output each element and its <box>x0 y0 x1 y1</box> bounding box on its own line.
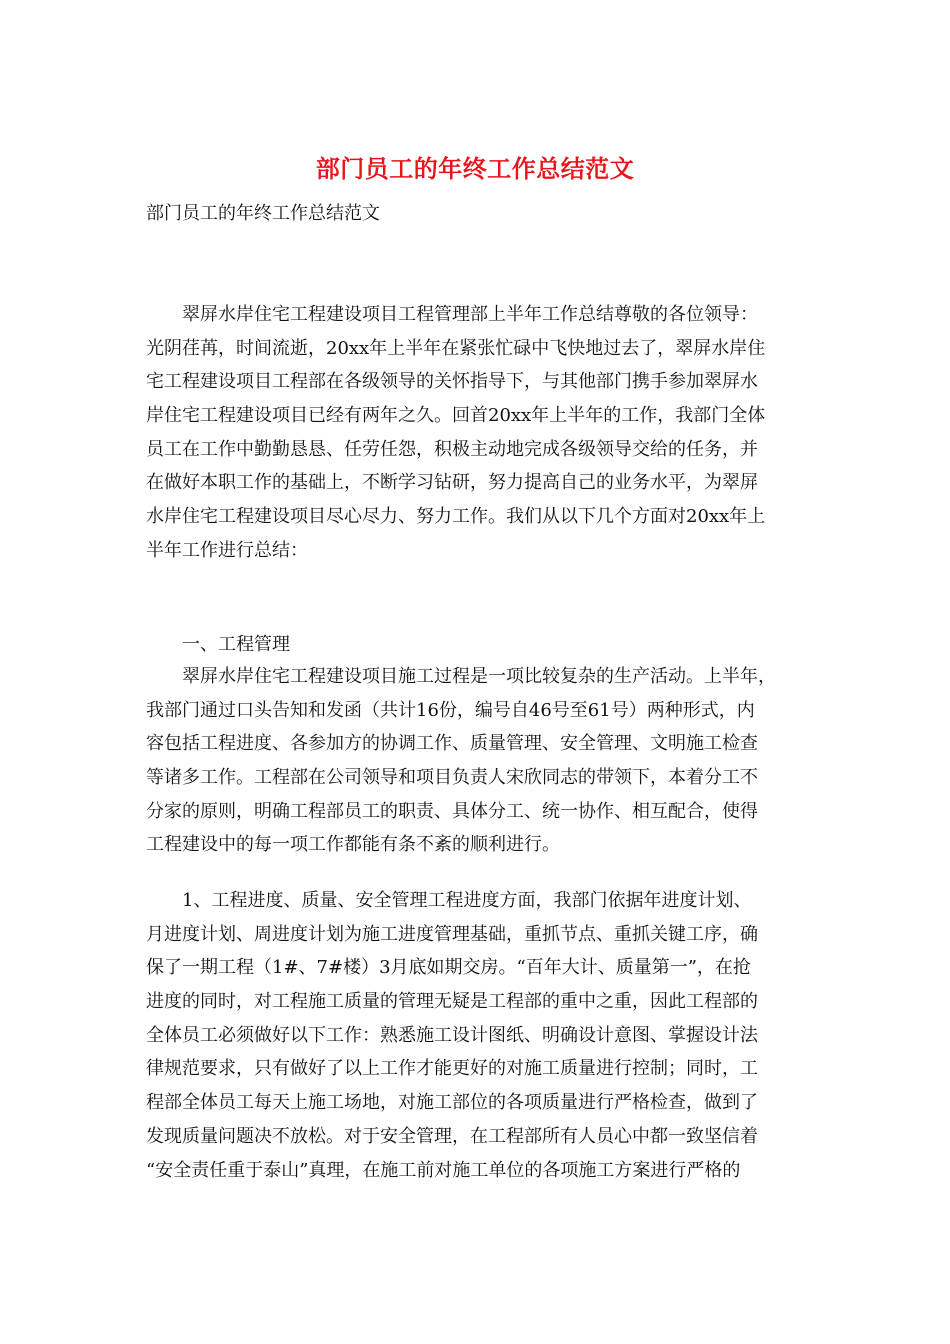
text-line: 容包括工程进度、各参加方的协调工作、质量管理、安全管理、文明施工检查 <box>146 733 758 755</box>
text-line: 在做好本职工作的基础上，不断学习钻研，努力提高自己的业务水平，为翠屏 <box>146 472 758 494</box>
text-line: 等诸多工作。工程部在公司领导和项目负责人宋欣同志的带领下，本着分工不 <box>146 767 758 789</box>
text-line: 律规范要求，只有做好了以上工作才能更好的对施工质量进行控制；同时，工 <box>146 1058 758 1080</box>
text-line: 分家的原则，明确工程部员工的职责、具体分工、统一协作、相互配合，使得 <box>146 800 758 822</box>
text-line: 进度的同时，对工程施工质量的管理无疑是工程部的重中之重，因此工程部的 <box>146 991 758 1013</box>
text-line: 1、工程进度、质量、安全管理工程进度方面，我部门依据年进度计划、 <box>146 890 752 911</box>
text-line: 水岸住宅工程建设项目尽心尽力、努力工作。我们从以下几个方面对20xx年上 <box>146 506 766 528</box>
intro-paragraph <box>146 298 816 568</box>
text-line: 宅工程建设项目工程部在各级领导的关怀指导下，与其他部门携手参加翠屏水 <box>146 371 758 393</box>
text-line: 员工在工作中勤勤恳恳、任劳任怨，积极主动地完成各级领导交给的任务，并 <box>146 438 758 460</box>
text-line: 翠屏水岸住宅工程建设项目施工过程是一项比较复杂的生产活动。上半年， <box>146 666 776 687</box>
text-line: 全体员工必须做好以下工作：熟悉施工设计图纸、明确设计意图、掌握设计法 <box>146 1024 758 1046</box>
section-heading <box>146 628 816 662</box>
section2-paragraph <box>146 884 816 1187</box>
text-line: 月进度计划、周进度计划为施工进度管理基础，重抓节点、重抓关键工序，确 <box>146 923 758 945</box>
document-subtitle: 部门员工的年终工作总结范文 <box>146 203 380 224</box>
document-title: 部门员工的年终工作总结范文 <box>315 154 635 183</box>
text-line: 岸住宅工程建设项目已经有两年之久。回首20xx年上半年的工作，我部门全体 <box>146 405 766 427</box>
text-line: 翠屏水岸住宅工程建设项目工程管理部上半年工作总结尊敬的各位领导： <box>146 304 758 325</box>
text-line: 我部门通过口头告知和发函（共计16份，编号自46号至61号）两种形式，内 <box>146 699 755 721</box>
text-line: 保了一期工程（1#、7#楼）3月底如期交房。“百年大计、质量第一”，在抢 <box>146 957 751 979</box>
text-line: 工程建设中的每一项工作都能有条不紊的顺利进行。 <box>146 834 560 856</box>
text-line: 半年工作进行总结： <box>146 539 308 561</box>
section-heading-text: 一、工程管理 <box>146 634 290 655</box>
text-line: 光阴荏苒，时间流逝，20xx年上半年在紧张忙碌中飞快地过去了，翠屏水岸住 <box>146 337 766 359</box>
text-line: 发现质量问题决不放松。对于安全管理，在工程部所有人员心中都一致坚信着 <box>146 1125 758 1147</box>
text-line: “安全责任重于泰山”真理，在施工前对施工单位的各项施工方案进行严格的 <box>146 1159 741 1181</box>
text-line: 程部全体员工每天上施工场地，对施工部位的各项质量进行严格检查，做到了 <box>146 1092 758 1114</box>
section1-paragraph <box>146 660 816 862</box>
